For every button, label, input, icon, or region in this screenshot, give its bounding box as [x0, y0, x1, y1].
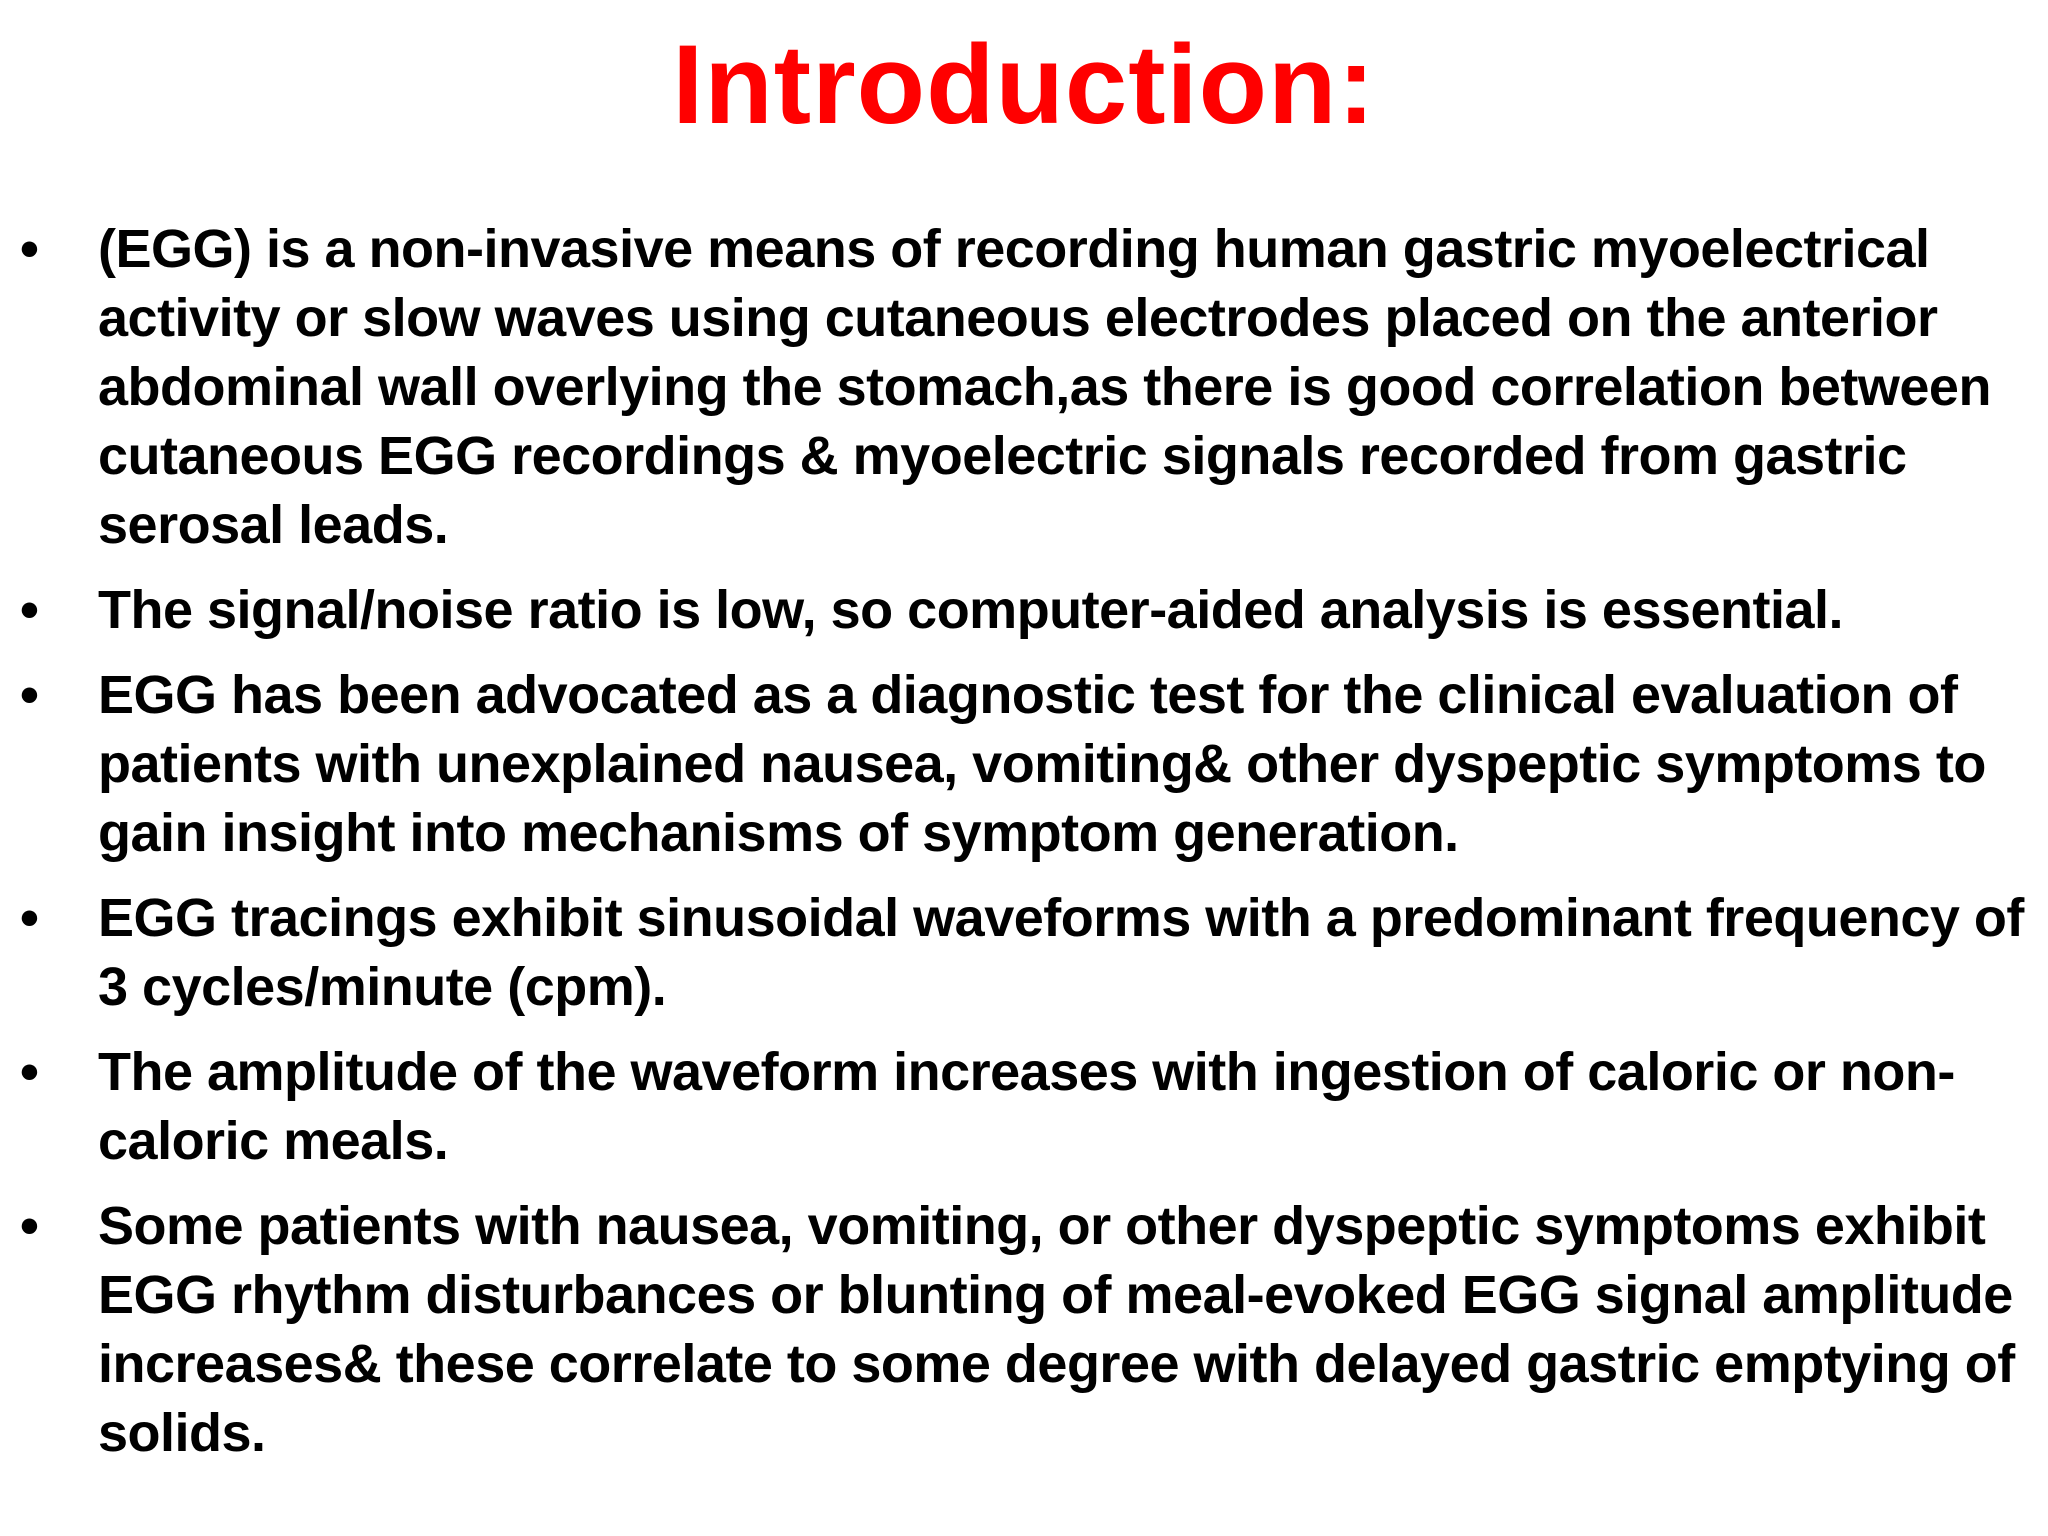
bullet-text: EGG has been advocated as a diagnostic test for the clinical evaluation of patients with unexplained nausea, vomiting& other dyspeptic symptoms to gain insight into mechanisms of symptom generation. — [98, 665, 1986, 863]
bullet-text: EGG tracings exhibit sinusoidal waveforms with a predominant frequency of 3 cycles/minute (cpm). — [98, 888, 2024, 1017]
bullet-item — [20, 1192, 2030, 1468]
bullet-item — [20, 661, 2030, 868]
bullet-icon: • — [20, 580, 39, 640]
bullet-icon: • — [20, 888, 39, 948]
bullet-text: (EGG) is a non-invasive means of recording human gastric myoelectrical activity or slow waves using cutaneous electrodes placed on the anterior abdominal wall overlying the stomach,as there is good correlation between cutaneous EGG recordings & myoelectric signals recorded from gastric serosal leads. — [98, 219, 1991, 555]
bullet-item — [20, 215, 2030, 560]
bullet-text: The signal/noise ratio is low, so computer-aided analysis is essential. — [98, 580, 1844, 640]
bullet-icon: • — [20, 1042, 39, 1102]
bullet-text: Some patients with nausea, vomiting, or other dyspeptic symptoms exhibit EGG rhythm disturbances or blunting of meal-evoked EGG signal amplitude increases& these correlate to some degree with delayed gastric emptying of solids. — [98, 1196, 2015, 1463]
bullet-item — [20, 1038, 2030, 1176]
bullet-item — [20, 884, 2030, 1022]
bullet-icon: • — [20, 1196, 39, 1256]
bullet-list — [20, 215, 2030, 1484]
bullet-icon: • — [20, 665, 39, 725]
bullet-icon: • — [20, 219, 39, 279]
bullet-text: The amplitude of the waveform increases with ingestion of caloric or non-caloric meals. — [98, 1042, 1955, 1171]
slide-title: Introduction: — [672, 22, 1376, 147]
bullet-item — [20, 576, 2030, 645]
